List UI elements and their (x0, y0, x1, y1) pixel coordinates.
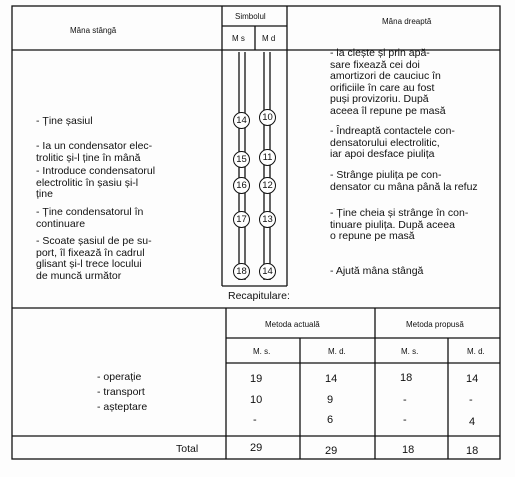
header-left-hand: Mâna stângă (70, 26, 117, 35)
recap-total: 18 (466, 445, 479, 457)
left-item: - Ia un condensator elec- trolitic și-l ține în mână (36, 140, 153, 164)
recap-row-label: - operație (97, 371, 142, 383)
symbol-md: 14 (259, 263, 276, 280)
recap-proposed-method: Metoda propusă (406, 320, 464, 329)
recap-col-md: M. d. (467, 347, 485, 356)
symbol-ms: 17 (233, 211, 250, 228)
header-symbols: Simbolul (235, 12, 266, 21)
recap-cell: 14 (466, 373, 479, 385)
recap-total-label: Total (176, 443, 199, 455)
left-item: - Scoate șasiul de pe su- port, îl fixează în cadrul glisant și-l trece locului de muncă următor (36, 235, 152, 282)
right-item: - Ține cheia și strânge în con- tinuare piulița. După aceea o repune pe masă (330, 207, 469, 242)
recap-total: 29 (325, 445, 338, 457)
header-ms: M s (232, 34, 245, 43)
recap-cell: 10 (250, 394, 263, 406)
symbol-md: 12 (259, 177, 276, 194)
right-item: - Ajută mâna stângă (330, 265, 424, 277)
header-md: M d (262, 34, 276, 43)
left-item: - Ține condensatorul în continuare (36, 206, 144, 230)
symbol-md: 11 (259, 149, 276, 166)
right-item: - la clește și prin apă- sare fixează cei doi amortizori de cauciuc în orificiile în care au fost puși provizoriu. După aceea îl repune pe masă (330, 47, 446, 117)
recap-cell: 18 (400, 372, 413, 384)
recap-col-ms: M. s. (401, 347, 419, 356)
recap-cell: - (253, 414, 257, 426)
right-item: - Îndreaptă contactele con- densatorului electrolitic, iar apoi desface piulița (330, 125, 455, 160)
symbol-ms: 18 (233, 263, 250, 280)
recap-current-method: Metoda actuală (265, 320, 320, 329)
symbol-md: 13 (259, 211, 276, 228)
symbol-ms: 16 (233, 177, 250, 194)
recap-cell: 4 (469, 416, 476, 428)
recap-cell: - (469, 394, 473, 406)
recap-row-label: - transport (97, 386, 145, 398)
recap-total: 29 (250, 442, 263, 454)
recap-cell: 14 (325, 373, 338, 385)
symbol-md: 10 (259, 109, 276, 126)
recap-row-label: - așteptare (97, 401, 148, 413)
left-item: - Introduce condensatorul electrolitic în șasiu și-l ține (36, 165, 156, 200)
recap-cell: 6 (327, 414, 334, 426)
header-right-hand: Mâna dreaptă (382, 17, 432, 26)
recap-cell: 9 (327, 394, 334, 406)
recap-col-md: M. d. (328, 347, 346, 356)
recap-cell: - (403, 394, 407, 406)
left-item: - Ține șasiul (36, 115, 93, 127)
recap-total: 18 (402, 444, 415, 456)
recap-title: Recapitulare: (228, 290, 290, 302)
recap-cell: - (403, 414, 407, 426)
recap-cell: 19 (250, 373, 263, 385)
recap-col-ms: M. s. (253, 347, 271, 356)
right-item: - Strânge piulița pe con- densator cu mâna până la refuz (330, 169, 478, 193)
symbol-ms: 14 (233, 112, 250, 129)
symbol-ms: 15 (233, 151, 250, 168)
